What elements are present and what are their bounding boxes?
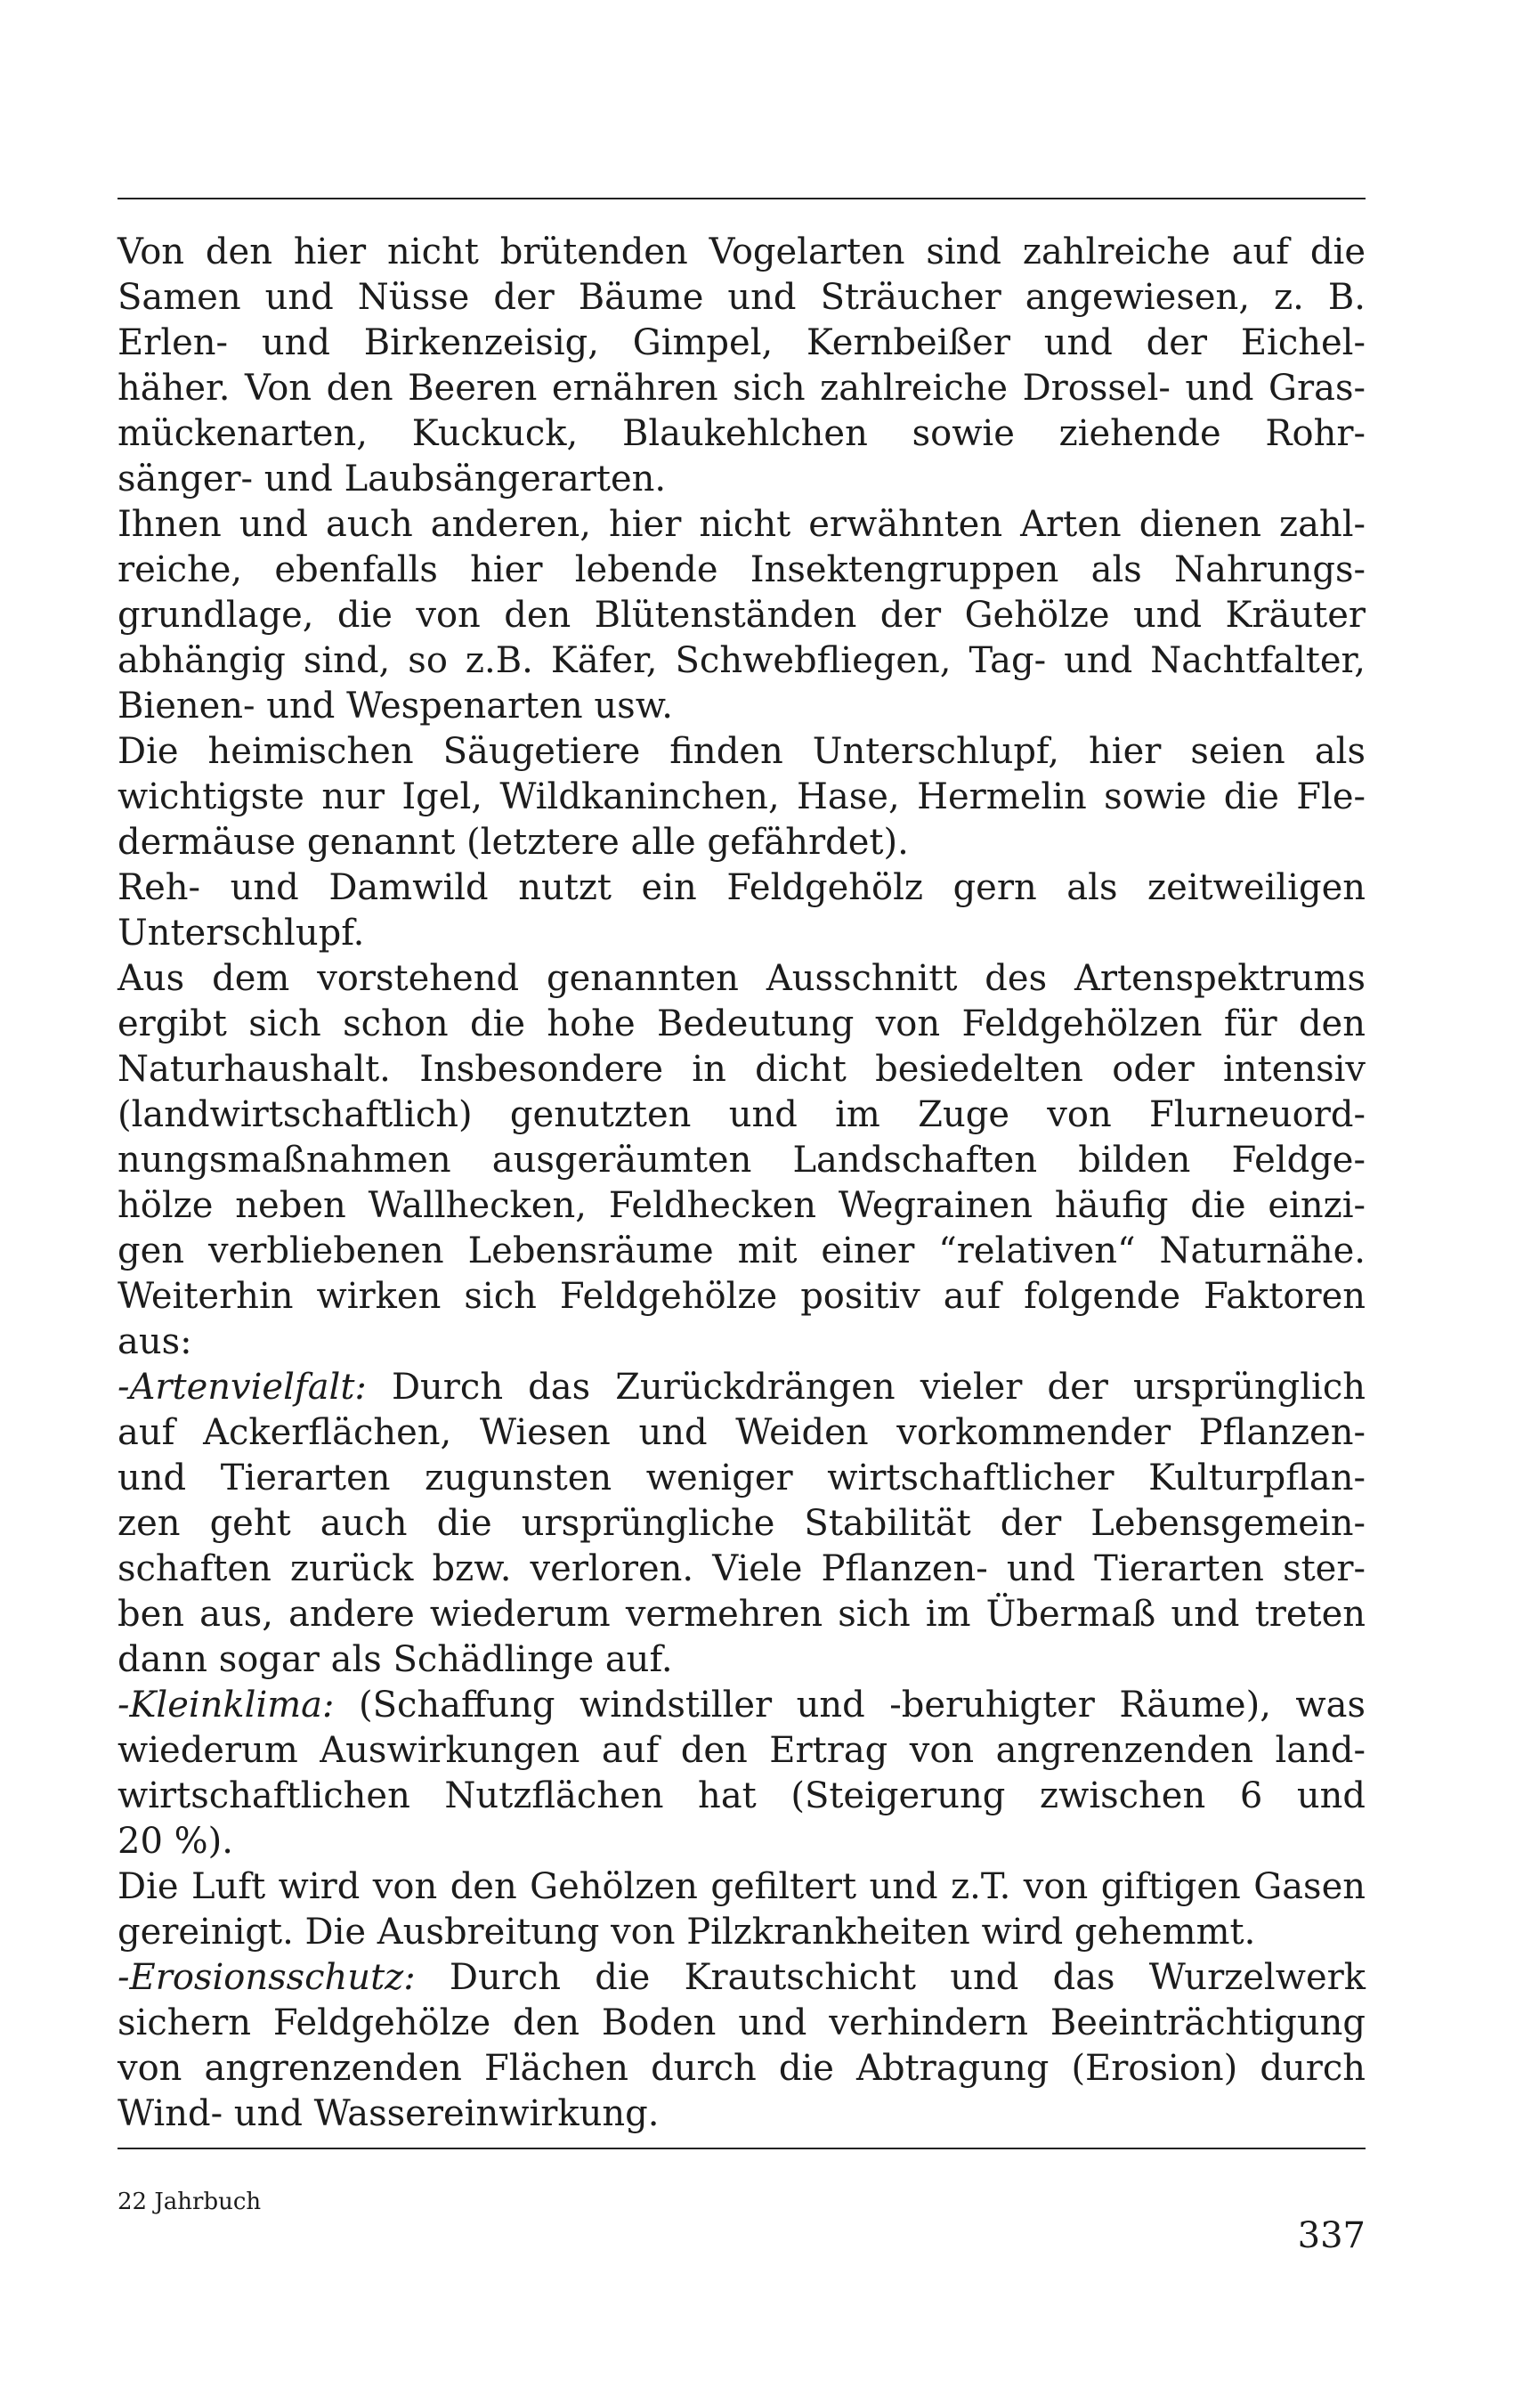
text-line xyxy=(118,1910,1366,1955)
line-text: ben aus, andere wiederum vermehren sich im Übermaß und treten xyxy=(118,1594,1366,1635)
text-line xyxy=(118,820,1366,865)
line-text: sichern Feldgehölze den Boden und verhindern Beeinträchtigung xyxy=(118,2002,1366,2043)
text-line xyxy=(118,548,1366,593)
text-line xyxy=(118,1410,1366,1456)
text-line xyxy=(118,275,1366,321)
line-text: gereinigt. Die Ausbreitung von Pilzkrankheiten wird gehemmt. xyxy=(118,1912,1256,1953)
text-line xyxy=(118,1864,1366,1910)
line-text: wichtigste nur Igel, Wildkaninchen, Hase, Hermelin sowie die Fle- xyxy=(118,776,1366,817)
section-lead: -Erosionsschutz: xyxy=(118,1957,416,1998)
text-line xyxy=(118,1592,1366,1637)
line-text: Von den hier nicht brütenden Vogelarten sind zahlreiche auf die xyxy=(118,231,1366,272)
line-text: Reh- und Damwild nutzt ein Feldgehölz gern als zeitweiligen xyxy=(118,867,1366,908)
text-line xyxy=(118,1728,1366,1774)
line-text: und Tierarten zugunsten weniger wirtschaftlicher Kulturpflan- xyxy=(118,1458,1366,1498)
bottom-rule xyxy=(118,2148,1366,2149)
body-text xyxy=(118,230,1366,2137)
line-text: (landwirtschaftlich) genutzten und im Zuge von Flurneuord- xyxy=(118,1094,1366,1135)
line-text: (Schaffung windstiller und -beruhigter Räume), was xyxy=(334,1685,1366,1726)
text-line xyxy=(118,1683,1366,1728)
text-line xyxy=(118,775,1366,820)
line-text: aus: xyxy=(118,1321,192,1362)
text-line xyxy=(118,1229,1366,1274)
text-line xyxy=(118,729,1366,775)
section-lead: -Artenvielfalt: xyxy=(118,1367,367,1408)
text-line xyxy=(118,230,1366,275)
line-text: Bienen- und Wespenarten usw. xyxy=(118,686,673,727)
line-text: Die Luft wird von den Gehölzen gefiltert und z.T. von giftigen Gasen xyxy=(118,1866,1366,1907)
top-rule xyxy=(118,198,1366,199)
text-line xyxy=(118,321,1366,366)
line-text: wirtschaftlichen Nutzflächen hat (Steigerung zwischen 6 und xyxy=(118,1775,1366,1816)
text-line xyxy=(118,2046,1366,2091)
line-text: mückenarten, Kuckuck, Blaukehlchen sowie ziehende Rohr- xyxy=(118,413,1366,454)
text-line xyxy=(118,593,1366,638)
text-line xyxy=(118,1547,1366,1592)
line-text: wiederum Auswirkungen auf den Ertrag von angrenzenden land- xyxy=(118,1730,1366,1771)
text-line xyxy=(118,1002,1366,1047)
page-number: 337 xyxy=(1297,2215,1366,2256)
text-line xyxy=(118,1456,1366,1501)
line-text: abhängig sind, so z.B. Käfer, Schwebfliegen, Tag- und Nachtfalter, xyxy=(118,640,1366,681)
text-line xyxy=(118,1365,1366,1410)
line-text: Weiterhin wirken sich Feldgehölze positiv auf folgende Faktoren xyxy=(118,1276,1366,1317)
line-text: dermäuse genannt (letztere alle gefährdet). xyxy=(118,822,909,863)
line-text: grundlage, die von den Blütenständen der Gehölze und Kräuter xyxy=(118,595,1366,636)
line-text: auf Ackerflächen, Wiesen und Weiden vorkommender Pflanzen- xyxy=(118,1412,1366,1453)
text-line xyxy=(118,956,1366,1002)
text-line xyxy=(118,1501,1366,1547)
line-text: häher. Von den Beeren ernähren sich zahlreiche Drossel- und Gras- xyxy=(118,368,1366,409)
line-text: ergibt sich schon die hohe Bedeutung von Feldgehölzen für den xyxy=(118,1003,1366,1044)
line-text: sänger- und Laubsängerarten. xyxy=(118,459,667,499)
text-line xyxy=(118,1274,1366,1320)
text-line xyxy=(118,457,1366,502)
text-line xyxy=(118,1819,1366,1864)
text-line xyxy=(118,1047,1366,1092)
line-text: Unterschlupf. xyxy=(118,913,365,954)
line-text: nungsmaßnahmen ausgeräumten Landschaften bilden Feldge- xyxy=(118,1140,1366,1181)
text-line xyxy=(118,1138,1366,1183)
line-text: Ihnen und auch anderen, hier nicht erwähnten Arten dienen zahl- xyxy=(118,504,1366,545)
section-lead: -Kleinklima: xyxy=(118,1685,335,1726)
line-text: gen verbliebenen Lebensräume mit einer “relativen“ Naturnähe. xyxy=(118,1230,1366,1271)
text-line xyxy=(118,1183,1366,1229)
text-line xyxy=(118,684,1366,729)
line-text: Naturhaushalt. Insbesondere in dicht besiedelten oder intensiv xyxy=(118,1049,1366,1090)
line-text: Wind- und Wassereinwirkung. xyxy=(118,2093,660,2134)
line-text: Samen und Nüsse der Bäume und Sträucher angewiesen, z. B. xyxy=(118,277,1366,318)
text-line xyxy=(118,411,1366,457)
text-line xyxy=(118,502,1366,548)
text-line xyxy=(118,2001,1366,2046)
text-line xyxy=(118,638,1366,684)
line-text: hölze neben Wallhecken, Feldhecken Wegrainen häufig die einzi- xyxy=(118,1185,1366,1226)
line-text: schaften zurück bzw. verloren. Viele Pflanzen- und Tierarten ster- xyxy=(118,1548,1366,1589)
text-line xyxy=(118,1092,1366,1138)
text-line xyxy=(118,865,1366,911)
line-text: von angrenzenden Flächen durch die Abtragung (Erosion) durch xyxy=(118,2048,1366,2089)
text-line xyxy=(118,911,1366,956)
line-text: zen geht auch die ursprüngliche Stabilität der Lebensgemein- xyxy=(118,1503,1366,1544)
line-text: reiche, ebenfalls hier lebende Insektengruppen als Nahrungs- xyxy=(118,549,1366,590)
line-text: dann sogar als Schädlinge auf. xyxy=(118,1639,673,1680)
text-line xyxy=(118,1637,1366,1683)
text-line xyxy=(118,1955,1366,2001)
line-text: Durch das Zurückdrängen vieler der ursprünglich xyxy=(366,1367,1366,1408)
line-text: Erlen- und Birkenzeisig, Gimpel, Kernbeißer und der Eichel- xyxy=(118,322,1366,363)
line-text: Die heimischen Säugetiere finden Unterschlupf, hier seien als xyxy=(118,731,1366,772)
text-line xyxy=(118,366,1366,411)
text-line xyxy=(118,2091,1366,2137)
line-text: Aus dem vorstehend genannten Ausschnitt des Artenspektrums xyxy=(118,958,1366,999)
line-text: 20 %). xyxy=(118,1821,233,1862)
text-line xyxy=(118,1320,1366,1365)
text-line xyxy=(118,1774,1366,1819)
line-text: Durch die Krautschicht und das Wurzelwerk xyxy=(415,1957,1366,1998)
signature-mark: 22 Jahrbuch xyxy=(118,2189,262,2215)
